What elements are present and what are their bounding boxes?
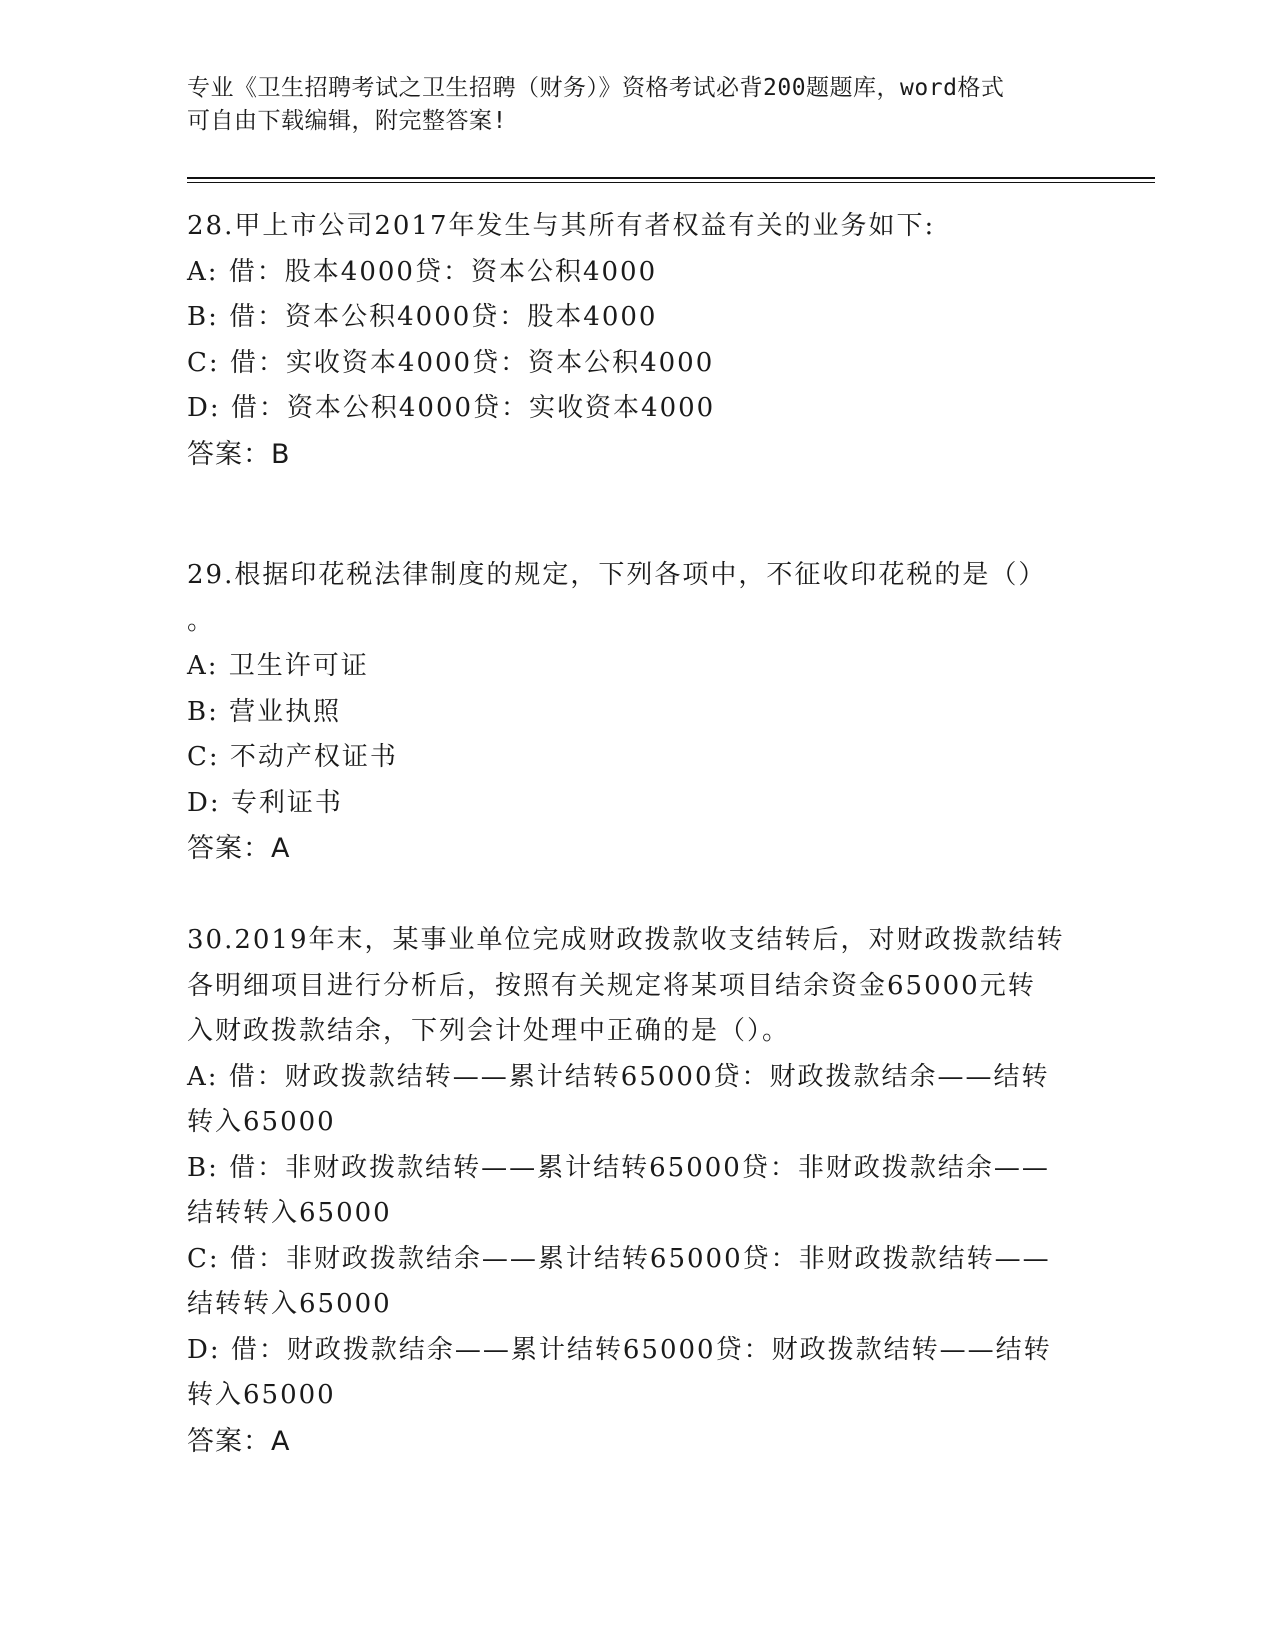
question-stem-line: 29.根据印花税法律制度的规定，下列各项中，不征收印花税的是（） [187, 560, 1047, 590]
option-d: D: 专利证书 [187, 787, 343, 818]
option-b: B: 借：非财政拨款结转——累计结转65000贷：非财政拨款结余—— [187, 1152, 1050, 1183]
header-divider-thick [187, 177, 1155, 179]
question-28 [187, 204, 1087, 477]
option-a-continued: 转入65000 [187, 1107, 336, 1137]
option-c: C: 不动产权证书 [187, 742, 398, 772]
question-stem-line: 各明细项目进行分析后，按照有关规定将某项目结余资金65000元转 [187, 970, 1036, 1001]
option-c: C: 借：非财政拨款结余——累计结转65000贷：非财政拨款结转—— [187, 1243, 1051, 1274]
option-b-continued: 结转转入65000 [187, 1198, 392, 1228]
header-line-1: 专业《卫生招聘考试之卫生招聘（财务）》资格考试必背200题题库，word格式 [187, 75, 1005, 101]
option-c: C: 借：实收资本4000贷：资本公积4000 [187, 347, 715, 378]
question-stem-line: 。 [187, 605, 216, 636]
option-d: D: 借：财政拨款结余——累计结转65000贷：财政拨款结转——结转 [187, 1334, 1052, 1365]
answer-label: 答案：A [187, 1425, 291, 1457]
option-d: D: 借：资本公积4000贷：实收资本4000 [187, 393, 716, 423]
answer-label: 答案：B [187, 438, 291, 470]
option-d-continued: 转入65000 [187, 1380, 336, 1410]
option-c-continued: 结转转入65000 [187, 1289, 392, 1319]
answer-label: 答案：A [187, 833, 291, 864]
option-a: A: 借：财政拨款结转——累计结转65000贷：财政拨款结余——结转 [187, 1061, 1050, 1092]
document-header [187, 72, 1087, 138]
option-a: A: 卫生许可证 [187, 651, 369, 681]
option-b: B: 借：资本公积4000贷：股本4000 [187, 302, 658, 332]
question-stem-line: 30.2019年末，某事业单位完成财政拨款收支结转后，对财政拨款结转 [187, 925, 1065, 955]
option-b: B: 营业执照 [187, 696, 342, 727]
question-30 [187, 918, 1087, 1464]
header-line-2: 可自由下载编辑，附完整答案! [187, 108, 507, 134]
header-divider-thin [187, 182, 1155, 183]
question-29 [187, 553, 1087, 872]
question-stem-line: 28.甲上市公司2017年发生与其所有者权益有关的业务如下: [187, 211, 936, 241]
option-a: A: 借：股本4000贷：资本公积4000 [187, 256, 658, 287]
question-stem-line: 入财政拨款结余，下列会计处理中正确的是（）。 [187, 1016, 791, 1046]
